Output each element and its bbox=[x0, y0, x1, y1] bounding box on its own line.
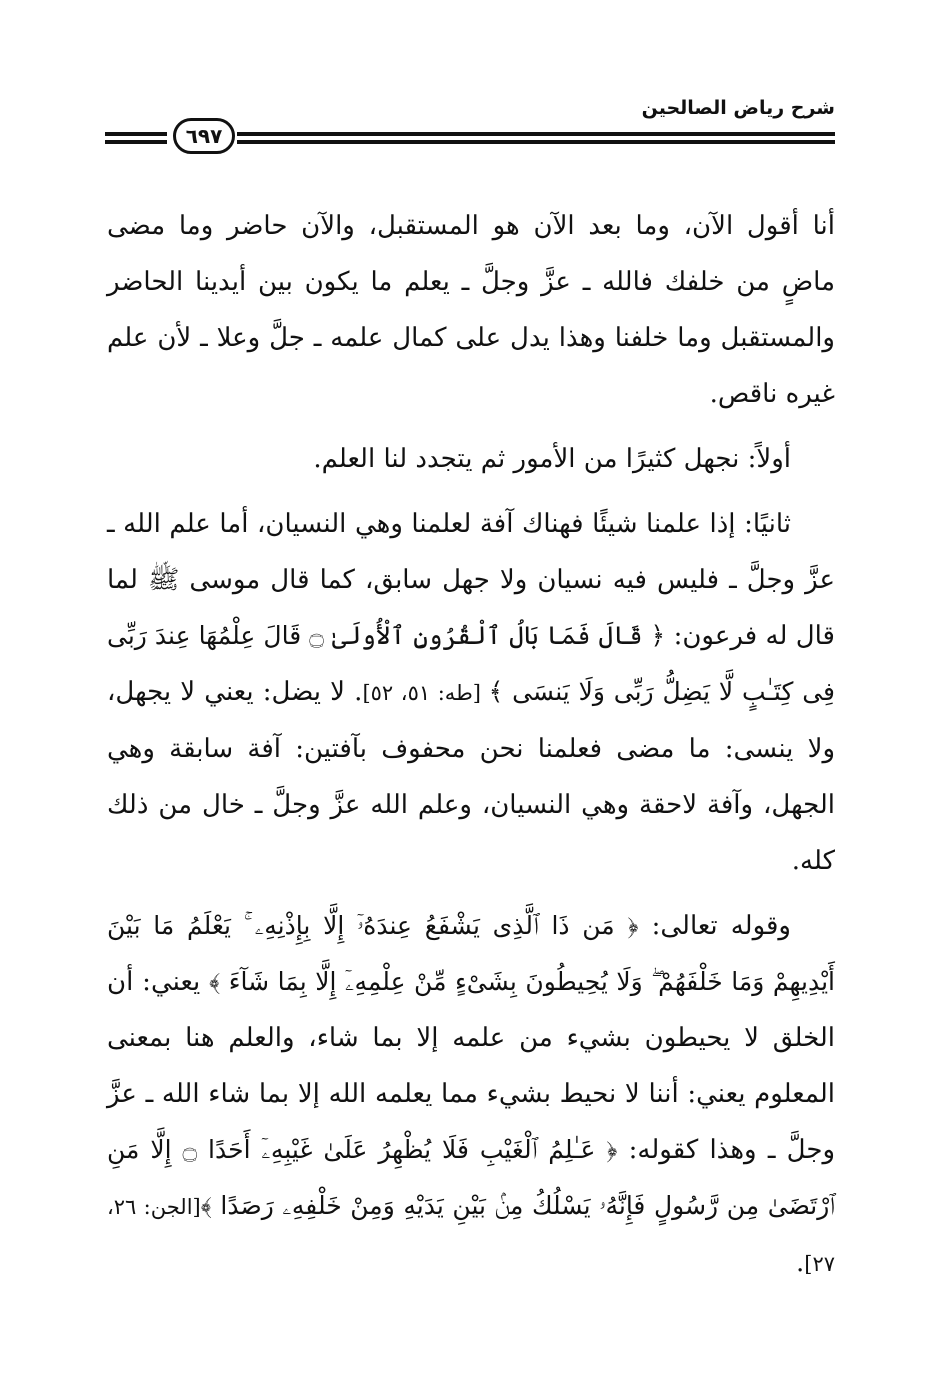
header-rule-right bbox=[237, 132, 835, 146]
page-number-badge: ٦٩٧ bbox=[173, 118, 235, 154]
header-rule-left bbox=[105, 132, 167, 146]
paragraph-1 bbox=[107, 198, 835, 422]
page-header bbox=[105, 96, 835, 166]
page-body bbox=[107, 198, 835, 1292]
paragraph-3 bbox=[107, 496, 835, 889]
paragraph-text: يعني: أن الخلق لا يحيطون بشيء من علمه إلا بما شاء، والعلم هنا بمعنى المعلوم يعني: أننا لا نحيط بشيء مما يعلمه الله إلا بما شاء الله ـ عزَّ وجلَّ ـ وهذا كقوله: bbox=[107, 967, 836, 1165]
paragraph-text: وقوله تعالى: bbox=[638, 911, 791, 941]
paragraph-2 bbox=[107, 431, 835, 487]
paragraph-text: ثانيًا: إذا علمنا شيئًا فهناك آفة لعلمنا وهي النسيان، أما علم الله ـ عزَّ وجلَّ ـ فليس فيه نسيان ولا جهل سابق، كما قال موسى ﷺ لما قال له فرعون: bbox=[107, 509, 835, 651]
paragraph-4 bbox=[107, 898, 835, 1292]
quran-verse: ﴿ مَن ذَا ٱلَّذِى يَشْفَعُ عِندَهُۥٓ إِلَّا بِإِذْنِهِۦ ۚ يَعْلَمُ مَا بَيْنَ أَيْدِيهِمْ وَمَا خَلْفَهُمْ ۖ وَلَا يُحِيطُونَ بِشَىْءٍ مِّنْ عِلْمِهِۦٓ إِلَّا بِمَا شَآءَ ﴾ bbox=[107, 911, 836, 996]
paragraph-text: أولاً: نجهل كثيرًا من الأمور ثم يتجدد لنا العلم. bbox=[313, 444, 791, 474]
book-title: شرح رياض الصالحين bbox=[641, 97, 835, 119]
quran-verse: ﴿ قَالَ فَمَا بَالُ ٱلْقُرُونِ ٱلْأُولَىٰ ۝ قَالَ عِلْمُهَا عِندَ رَبِّى فِى كِتَـٰبٍ لَّا يَضِلُّ رَبِّى وَلَا يَنسَى ﴾ bbox=[107, 621, 836, 706]
paragraph-text: . bbox=[795, 1248, 805, 1278]
quran-verse: ﴿ عَـٰلِمُ ٱلْغَيْبِ فَلَا يُظْهِرُ عَلَىٰ غَيْبِهِۦٓ أَحَدًا ۝ إِلَّا مَنِ ٱرْتَضَىٰ مِن رَّسُولٍ فَإِنَّهُۥ يَسْلُكُ مِنۢ بَيْنِ يَدَيْهِ وَمِنْ خَلْفِهِۦ رَصَدًا ﴾ bbox=[107, 1135, 835, 1220]
verse-reference: [طه: ٥١، ٥٢] bbox=[362, 681, 489, 705]
verse-reference: [الجن: ٢٦، ٢٧] bbox=[107, 1195, 835, 1276]
paragraph-text: أنا أقول الآن، وما بعد الآن هو المستقبل، والآن حاضر وما مضى ماضٍ من خلفك فالله ـ عزَّ وجلَّ ـ يعلم ما يكون بين أيدينا الحاضر والمستقبل وما خلفنا وهذا يدل على كمال علمه ـ جلَّ وعلا ـ لأن علم غيره ناقص. bbox=[107, 211, 835, 409]
paragraph-text: . لا يضل: يعني لا يجهل، ولا ينسى: ما مضى فعلمنا نحن محفوف بآفتين: آفة سابقة وهي الجهل، وآفة لاحقة وهي النسيان، وعلم الله عزَّ وجلَّ ـ خال من ذلك كله. bbox=[107, 677, 835, 876]
